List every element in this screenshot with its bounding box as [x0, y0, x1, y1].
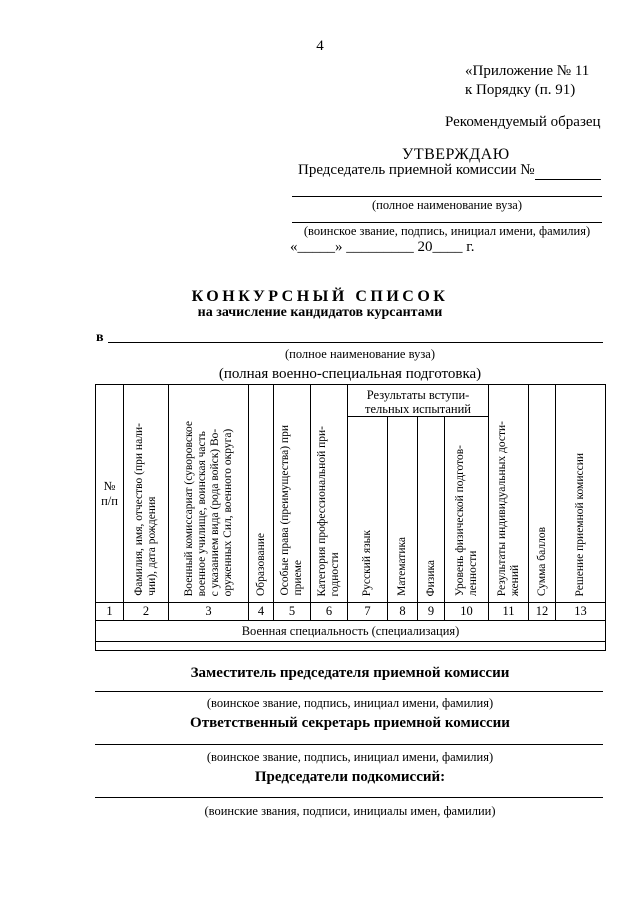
- col-num-3: 3: [169, 603, 249, 621]
- header-fio: [124, 385, 169, 603]
- university-name-line[interactable]: [292, 196, 602, 197]
- university-full-caption: (полное наименование вуза): [285, 347, 435, 361]
- header-num: № п/п: [96, 385, 124, 603]
- col-num-4: 4: [249, 603, 274, 621]
- header-category-text: Категория профессиональной при- годности: [316, 425, 341, 596]
- deputy-chairman-title: Заместитель председателя приемной комиссии: [190, 665, 510, 681]
- university-caption: (полное наименование вуза): [372, 198, 522, 212]
- document-title: КОНКУРСНЫЙ СПИСОК: [191, 288, 449, 305]
- subcommission-chairs-caption: (воинские звания, подписи, инициалы имен, фамилии): [204, 804, 496, 818]
- appendix-line1: «Приложение № 11: [465, 63, 590, 79]
- chairman-label: Председатель приемной комиссии №: [298, 162, 535, 178]
- header-russian-text: Русский язык: [361, 529, 373, 596]
- subcommission-chairs-title: Председатели подкомиссий:: [254, 769, 446, 785]
- header-category: [311, 385, 348, 603]
- header-decision: [556, 385, 606, 603]
- header-results-group: Результаты вступи- тельных испытаний: [348, 385, 489, 417]
- chairman-signature-line[interactable]: [292, 222, 602, 223]
- in-preposition: в: [96, 330, 104, 345]
- header-commissariat: [169, 385, 249, 603]
- col-num-9: 9: [418, 603, 445, 621]
- col-num-12: 12: [529, 603, 556, 621]
- header-sum-text: Сумма баллов: [535, 526, 548, 596]
- commission-number-line[interactable]: [535, 179, 601, 180]
- deputy-chairman-caption: (воинское звание, подпись, инициал имени, фамилия): [206, 696, 494, 710]
- approval-date: «_____» _________ 20____ г.: [290, 239, 475, 255]
- column-number-row: [96, 603, 606, 621]
- header-individual: [489, 385, 529, 603]
- recommended-sample-label: Рекомендуемый образец: [445, 114, 601, 130]
- subcommission-chairs-signature-line[interactable]: [95, 797, 603, 798]
- specialty-caption: (полная военно-специальная подготовка): [218, 366, 482, 382]
- secretary-title: Ответственный секретарь приемной комиссии: [190, 715, 510, 731]
- document-subtitle: на зачисление кандидатов курсантами: [197, 305, 443, 320]
- col-num-10: 10: [445, 603, 489, 621]
- specialty-row-label: Военная специальность (специализация): [96, 621, 606, 642]
- candidates-table: [95, 384, 606, 651]
- header-fio-text: Фамилия, имя, отчество (при нали- чии), дата рождения: [133, 423, 158, 596]
- university-full-name-line[interactable]: [108, 342, 603, 343]
- empty-row-cell[interactable]: [96, 642, 606, 651]
- header-sum: [529, 385, 556, 603]
- col-num-2: 2: [124, 603, 169, 621]
- header-fitness-text: Уровень физической подготов- ленности: [453, 444, 479, 596]
- secretary-signature-line[interactable]: [95, 744, 603, 745]
- header-education-text: Образование: [254, 532, 267, 596]
- header-math: [388, 417, 418, 603]
- header-commissariat-text: Военный комиссариат (суворовское военное училище, воинская часть с указанием вида (рода войск) Во- оруженных Сил, военного округа): [182, 420, 234, 596]
- header-russian: [348, 417, 388, 603]
- header-math-text: Математика: [396, 537, 408, 596]
- header-fitness: [445, 417, 489, 603]
- col-num-13: 13: [556, 603, 606, 621]
- empty-row: [96, 642, 606, 651]
- page-number: 4: [316, 38, 324, 54]
- header-education: [249, 385, 274, 603]
- signature-caption: (воинское звание, подпись, инициал имени, фамилия): [303, 224, 591, 238]
- header-rights-text: Особые права (преимущества) при приеме: [279, 425, 304, 596]
- secretary-caption: (воинское звание, подпись, инициал имени, фамилия): [206, 750, 494, 764]
- deputy-chairman-signature-line[interactable]: [95, 691, 603, 692]
- header-individual-text: Результаты индивидуальных дости- жений: [495, 420, 521, 596]
- col-num-11: 11: [489, 603, 529, 621]
- specialty-row: [96, 621, 606, 642]
- header-rights: [274, 385, 311, 603]
- header-physics: [418, 417, 445, 603]
- col-num-8: 8: [388, 603, 418, 621]
- approve-heading: УТВЕРЖДАЮ: [402, 146, 510, 163]
- header-physics-text: Физика: [424, 559, 437, 596]
- col-num-1: 1: [96, 603, 124, 621]
- col-num-7: 7: [348, 603, 388, 621]
- appendix-line2: к Порядку (п. 91): [465, 82, 576, 98]
- col-num-6: 6: [311, 603, 348, 621]
- header-decision-text: Решение приемной комиссии: [574, 452, 587, 596]
- col-num-5: 5: [274, 603, 311, 621]
- appendix-reference: [465, 62, 589, 100]
